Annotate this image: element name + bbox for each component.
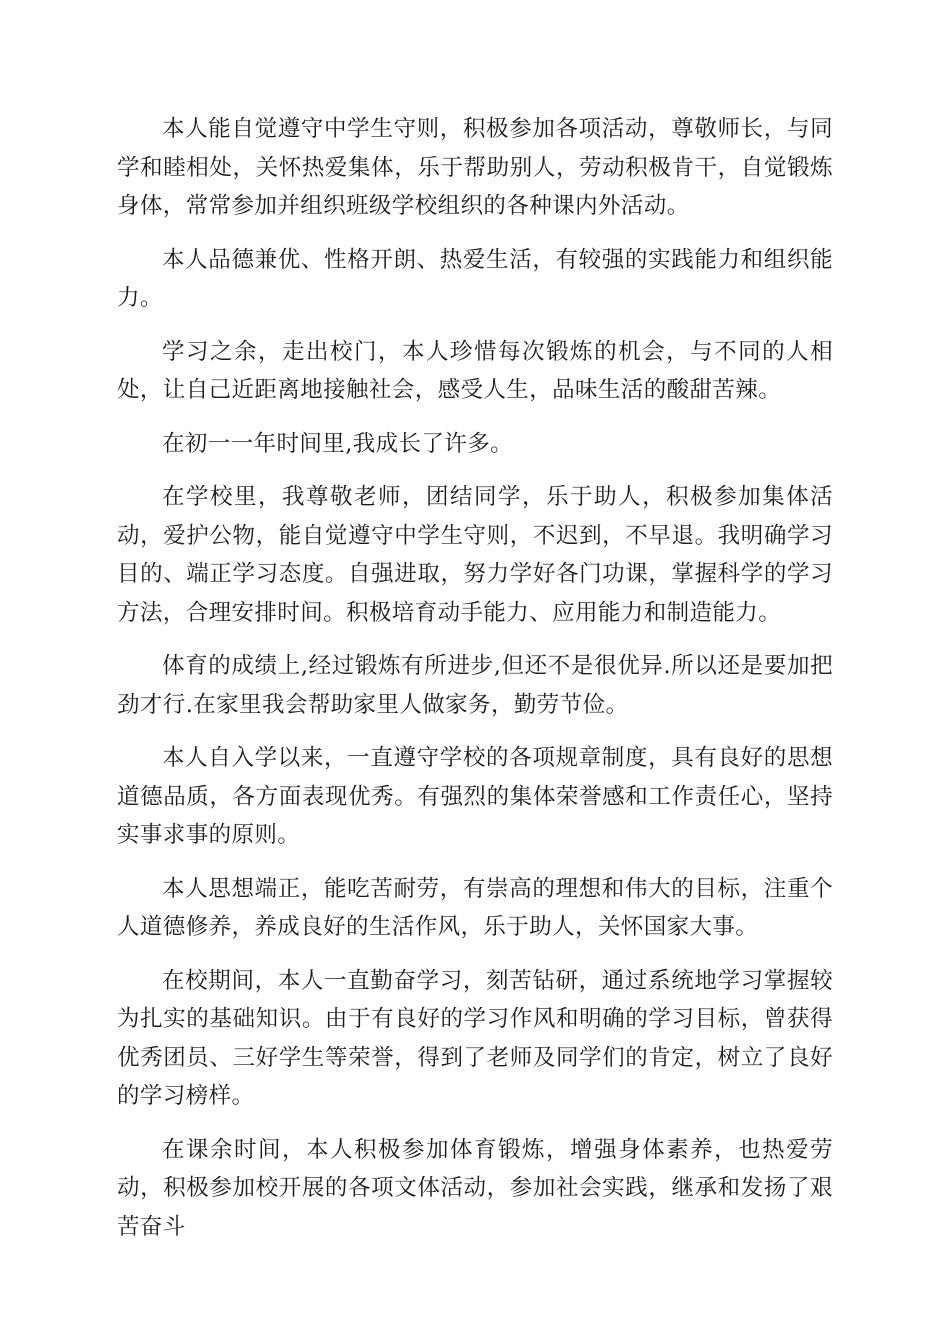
paragraph: 本人品德兼优、性格开朗、热爱生活，有较强的实践能力和组织能力。 — [117, 246, 833, 311]
paragraph: 在校期间，本人一直勤奋学习，刻苦钻研，通过系统地学习掌握较为扎实的基础知识。由于有良好的学习作风和明确的学习目标，曾获得优秀团员、三好学生等荣誉，得到了老师及同学们的肯定，树立了良好的学习榜样。 — [117, 967, 833, 1109]
paragraph: 在初一一年时间里,我成长了许多。 — [162, 430, 514, 457]
paragraph: 学习之余，走出校门，本人珍惜每次锻炼的机会，与不同的人相处，让自己近距离地接触社会，感受人生，品味生活的酸甜苦辣。 — [117, 338, 833, 403]
paragraph: 本人自入学以来，一直遵守学校的各项规章制度，具有良好的思想道德品质，各方面表现优秀。有强烈的集体荣誉感和工作责任心，坚持实事求事的原则。 — [117, 745, 833, 848]
paragraph: 在课余时间，本人积极参加体育锻炼，增强身体素养，也热爱劳动，积极参加校开展的各项文体活动，参加社会实践，继承和发扬了艰苦奋斗 — [117, 1136, 833, 1240]
paragraph: 本人能自觉遵守中学生守则，积极参加各项活动，尊敬师长，与同学和睦相处，关怀热爱集体，乐于帮助别人，劳动积极肯干，自觉锻炼身体，常常参加并组织班级学校组织的各种课内外活动。 — [117, 116, 833, 219]
document-body — [117, 110, 833, 1261]
paragraph: 本人思想端正，能吃苦耐劳，有崇高的理想和伟大的目标，注重个人道德修养，养成良好的生活作风，乐于助人，关怀国家大事。 — [117, 875, 833, 940]
paragraph: 体育的成绩上,经过锻炼有所进步,但还不是很优异.所以还是要加把劲才行.在家里我会帮助家里人做家务，勤劳节俭。 — [117, 653, 833, 718]
paragraph: 在学校里，我尊敬老师，团结同学，乐于助人，积极参加集体活动，爱护公物，能自觉遵守中学生守则，不迟到，不早退。我明确学习目的、端正学习态度。自强进取，努力学好各门功课，掌握科学的学习方法，合理安排时间。积极培育动手能力、应用能力和制造能力。 — [117, 484, 833, 626]
